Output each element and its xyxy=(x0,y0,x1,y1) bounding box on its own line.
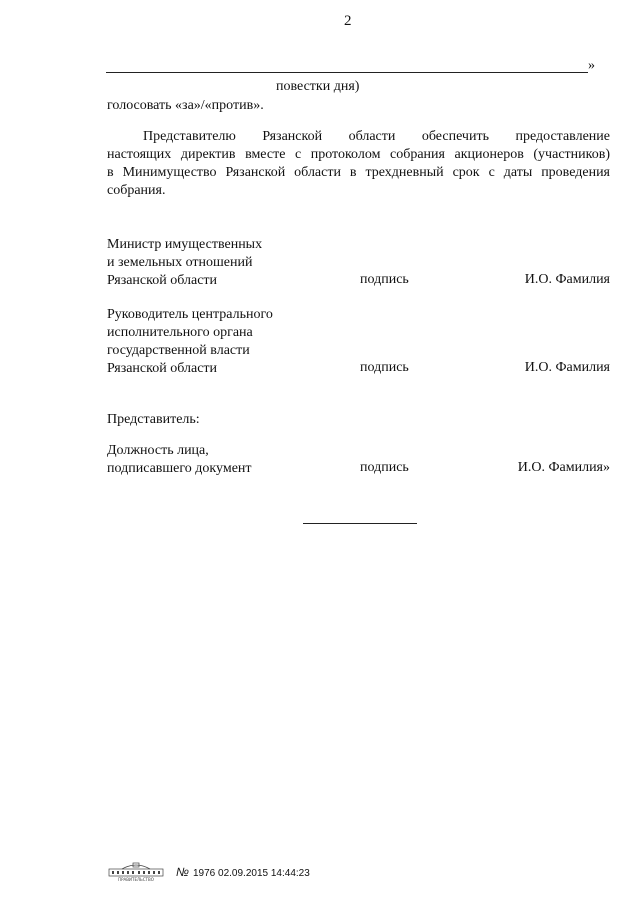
vote-instruction: голосовать «за»/«против». xyxy=(107,98,264,113)
paragraph-line: в Минимущество Рязанской области в трехдневный срок с даты проведения xyxy=(107,165,610,180)
signatory-name: И.О. Фамилия xyxy=(524,272,610,287)
closing-quote: » xyxy=(588,58,595,73)
representative-label: Представитель: xyxy=(107,412,200,427)
fill-in-line xyxy=(106,72,588,73)
agenda-caption: повестки дня) xyxy=(276,79,360,94)
signatory-title-line: Рязанской области xyxy=(107,273,218,288)
signatory-title-head xyxy=(107,306,273,378)
signatory-title-line: Руководитель центрального xyxy=(107,307,273,322)
signatory-title-representative xyxy=(107,442,252,478)
signatory-title-line: Министр имущественных xyxy=(107,237,263,252)
signatory-name: И.О. Фамилия xyxy=(524,360,610,375)
signatory-title-line: и земельных отношений xyxy=(107,255,253,270)
government-logo-icon xyxy=(108,860,164,882)
signatory-title-minister xyxy=(107,236,262,290)
signatory-title-line: подписавшего документ xyxy=(107,461,252,476)
signatory-title-line: Рязанской области xyxy=(107,361,218,376)
paragraph-line: настоящих директив вместе с протоколом собрания акционеров (участников) xyxy=(107,147,610,162)
directive-paragraph xyxy=(107,128,610,200)
logo-caption: ПРАВИТЕЛЬСТВО xyxy=(118,877,154,882)
signatory-title-line: государственной власти xyxy=(107,343,250,358)
page-number: 2 xyxy=(344,13,352,29)
signatory-title-line: Должность лица, xyxy=(107,443,209,458)
signatory-name: И.О. Фамилия» xyxy=(517,460,610,475)
signatory-title-line: исполнительного органа xyxy=(107,325,253,340)
signature-placeholder: подпись xyxy=(360,360,409,375)
signature-placeholder: подпись xyxy=(360,460,409,475)
number-sign: № xyxy=(176,865,189,879)
signature-placeholder: подпись xyxy=(360,272,409,287)
registration-stamp xyxy=(176,865,310,879)
end-of-document-rule xyxy=(303,523,417,524)
paragraph-line: Представителю Рязанской области обеспечить предоставление xyxy=(143,129,610,144)
paragraph-line: собрания. xyxy=(107,183,166,198)
registration-number-date: 1976 02.09.2015 14:44:23 xyxy=(193,868,310,879)
